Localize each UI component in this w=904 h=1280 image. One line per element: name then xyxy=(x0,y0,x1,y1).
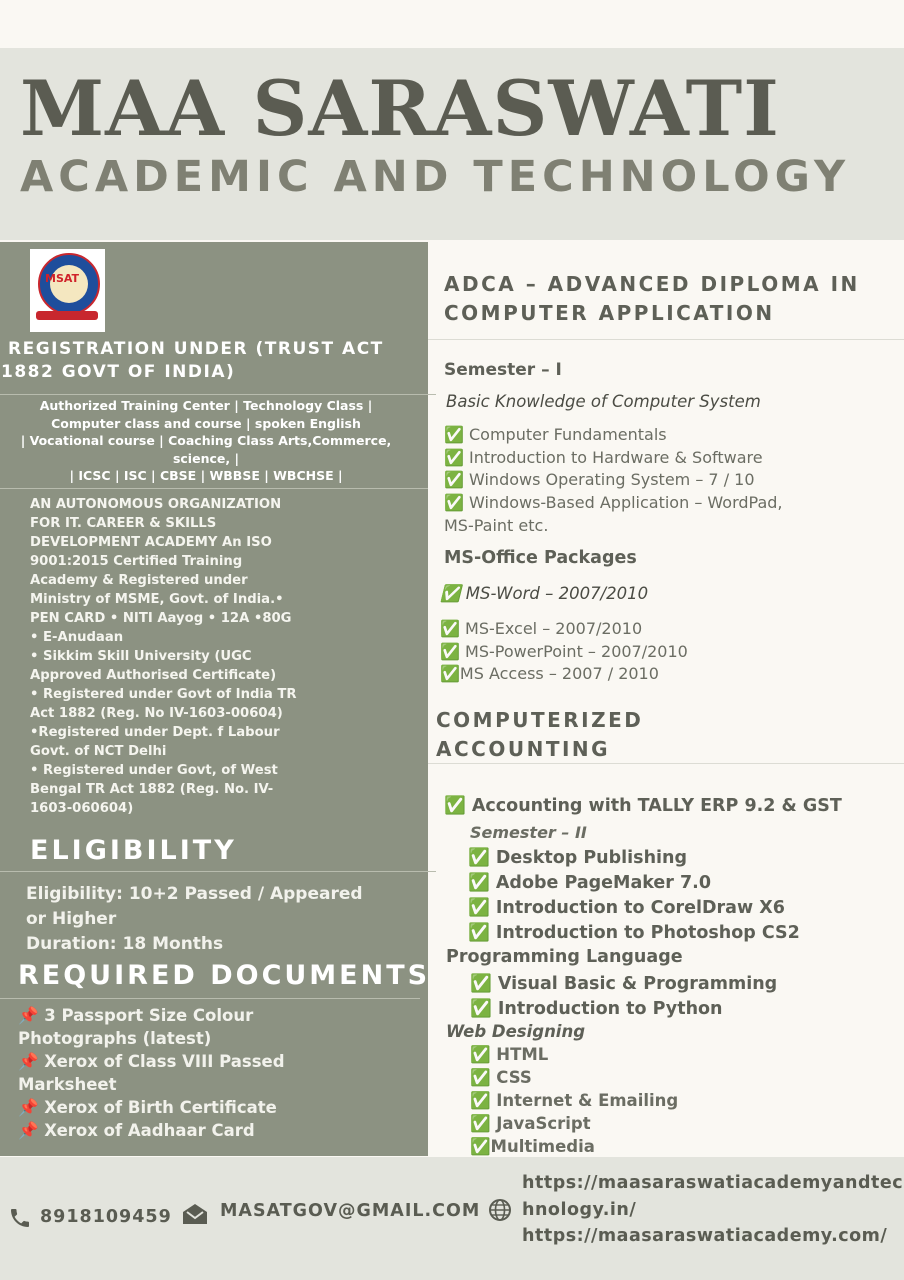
description-line: DEVELOPMENT ACADEMY An ISO xyxy=(30,535,272,550)
tag-line: science, | xyxy=(172,450,240,466)
description-line: Ministry of MSME, Govt. of India.• xyxy=(30,592,284,607)
course-item: ✅ JavaScript xyxy=(470,1114,591,1133)
accounting-heading xyxy=(436,706,643,764)
registration-info xyxy=(1,338,418,384)
description-line: •Registered under Dept. f Labour xyxy=(30,725,280,740)
eligibility-details xyxy=(26,882,366,957)
logo-ribbon xyxy=(36,311,98,320)
description-line: Bengal TR Act 1882 (Reg. No. IV- xyxy=(30,782,274,797)
programming-list xyxy=(470,972,777,1022)
adca-heading xyxy=(444,270,884,328)
autonomous-description xyxy=(30,495,320,818)
documents-heading: REQUIRED DOCUMENTS xyxy=(18,960,431,991)
tally-item: ✅ Accounting with TALLY ERP 9.2 & GST xyxy=(444,796,842,816)
description-line: • Sikkim Skill University (UGC xyxy=(30,649,252,664)
ms-office-label: MS-Office Packages xyxy=(444,548,637,568)
description-line: Academy & Registered under xyxy=(30,573,248,588)
heading-line: ADCA – ADVANCED DIPLOMA IN xyxy=(444,272,860,296)
description-line: Govt. of NCT Delhi xyxy=(30,744,167,759)
page-title: MAA SARASWATI xyxy=(20,64,780,153)
page-subtitle: ACADEMIC AND TECHNOLOGY xyxy=(20,152,851,202)
website-link[interactable]: https://maasaraswatiacademyandtec xyxy=(522,1173,904,1193)
divider xyxy=(0,998,420,999)
tag-line: | ICSC | ISC | CBSE | WBBSE | WBCHSE | xyxy=(69,468,343,483)
course-item: ✅ Introduction to Python xyxy=(470,999,723,1019)
divider xyxy=(0,488,428,489)
course-item: ✅ Introduction to Hardware & Software xyxy=(444,447,763,467)
document-item: Marksheet xyxy=(18,1075,117,1094)
document-item: 📌 Xerox of Aadhaar Card xyxy=(18,1121,255,1140)
course-item: ✅ CSS xyxy=(470,1068,532,1087)
tag-line: | Vocational course | Coaching Class Arts,Commerce, xyxy=(20,433,392,448)
document-item: 📌 Xerox of Class VIII Passed xyxy=(18,1052,285,1071)
phone-number[interactable]: 8918109459 xyxy=(40,1207,172,1227)
description-line: PEN CARD • NITI Aayog • 12A •80G xyxy=(30,611,292,626)
course-item: ✅ Desktop Publishing xyxy=(468,848,688,868)
course-item: ✅ HTML xyxy=(470,1045,549,1064)
course-item: ✅ Windows Operating System – 7 / 10 xyxy=(444,470,755,490)
logo-text: MSAT xyxy=(45,272,80,285)
course-item: ✅Multimedia xyxy=(470,1137,595,1156)
description-line: Approved Authorised Certificate) xyxy=(30,668,277,683)
course-item: MS-Paint etc. xyxy=(444,515,549,535)
service-tags xyxy=(10,397,402,485)
website-link[interactable]: https://maasaraswatiacademy.com/ xyxy=(522,1226,888,1246)
course-item: ✅MS Access – 2007 / 2010 xyxy=(440,664,659,684)
description-line: • E-Anudaan xyxy=(30,630,124,645)
tag-line: Authorized Training Center | Technology Class | xyxy=(39,398,373,413)
registration-line: 1882 GOVT OF INDIA) xyxy=(1,362,236,382)
divider xyxy=(428,339,904,340)
description-line: Act 1882 (Reg. No IV-1603-00604) xyxy=(30,706,283,721)
course-item: ✅ Introduction to CorelDraw X6 xyxy=(468,898,785,918)
documents-list xyxy=(18,1004,318,1142)
semester-2-label: Semester – II xyxy=(470,823,587,842)
eligibility-line: Duration: 18 Months xyxy=(26,934,224,954)
heading-line: COMPUTERIZED xyxy=(436,708,644,732)
eligibility-line: Eligibility: 10+2 Passed / Appeared xyxy=(26,884,363,904)
description-line: AN AUTONOMOUS ORGANIZATION xyxy=(30,497,282,512)
tag-line: Computer class and course | spoken English xyxy=(51,415,361,431)
phone-icon xyxy=(8,1206,32,1234)
description-line: 1603-060604) xyxy=(30,801,134,816)
website-link[interactable]: hnology.in/ xyxy=(522,1199,637,1220)
description-line: FOR IT. CAREER & SKILLS xyxy=(30,516,217,531)
ms-word-item: ✅ MS-Word – 2007/2010 xyxy=(440,584,649,603)
description-line: • Registered under Govt, of West xyxy=(30,763,278,778)
ms-office-list xyxy=(440,618,860,686)
registration-line: REGISTRATION UNDER (TRUST ACT xyxy=(8,339,384,359)
divider xyxy=(428,763,904,764)
document-item: 📌 Xerox of Birth Certificate xyxy=(18,1098,277,1117)
course-item: ✅ MS-Excel – 2007/2010 xyxy=(440,619,643,638)
web-designing-list xyxy=(470,1043,678,1158)
eligibility-heading: ELIGIBILITY xyxy=(30,835,237,866)
course-item: ✅ Visual Basic & Programming xyxy=(470,974,778,994)
globe-icon xyxy=(488,1198,512,1226)
document-item: Photographs (latest) xyxy=(18,1029,212,1048)
divider xyxy=(0,394,436,395)
description-line: • Registered under Govt of India TR xyxy=(30,687,297,702)
course-item: ✅ Windows-Based Application – WordPad, xyxy=(444,493,783,513)
course-item: ✅ Introduction to Photoshop CS2 xyxy=(468,923,800,943)
mail-icon xyxy=(182,1202,208,1230)
document-item: 📌 3 Passport Size Colour xyxy=(18,1006,254,1025)
course-item: ✅ Internet & Emailing xyxy=(470,1091,679,1110)
programming-label: Programming Language xyxy=(446,947,683,967)
web-designing-label: Web Designing xyxy=(446,1022,586,1041)
email-link[interactable]: MASATGOV@GMAIL.COM xyxy=(220,1201,481,1221)
msat-logo xyxy=(30,249,105,332)
semester-2-list xyxy=(468,846,800,946)
course-item: ✅ Adobe PageMaker 7.0 xyxy=(468,873,712,893)
heading-line: ACCOUNTING xyxy=(436,737,611,761)
course-item: ✅ MS-PowerPoint – 2007/2010 xyxy=(440,641,688,661)
course-item: ✅ Computer Fundamentals xyxy=(444,425,667,444)
semester-1-label: Semester – I xyxy=(444,360,562,380)
website-links xyxy=(522,1170,903,1250)
eligibility-line: or Higher xyxy=(26,909,117,929)
divider xyxy=(0,871,436,872)
basic-knowledge-label: Basic Knowledge of Computer System xyxy=(446,392,761,411)
heading-line: COMPUTER APPLICATION xyxy=(444,301,775,325)
description-line: 9001:2015 Certified Training xyxy=(30,554,243,569)
basic-items-list xyxy=(444,424,864,538)
